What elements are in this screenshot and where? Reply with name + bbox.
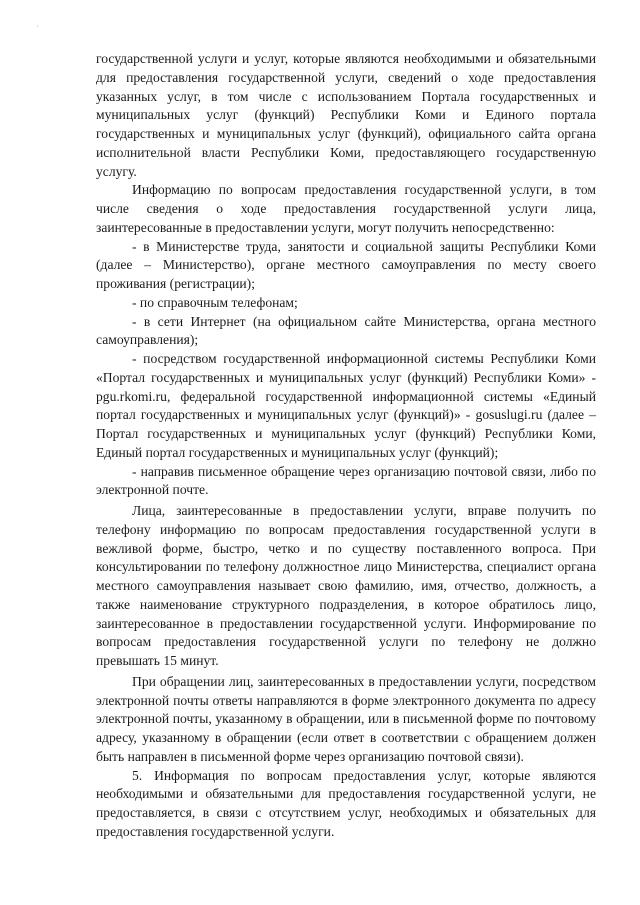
paragraph-info-sources: Информацию по вопросам предоставления государственной услуги, в том числе сведения о ходе предоставления государственной услуги лица, заинтересованные в предоставлении услуги, могут получить непосредственно: [96,182,596,235]
paragraph-section-5: 5. Информация по вопросам предоставления услуг, которые являются необходимыми и обязательными для предоставления государственной услуги, не предоставляется, в связи с отсутствием услуг, необходимых и обязательных для предоставления государственной услуги. [96,767,596,839]
list-item-internet: - в сети Интернет (на официальном сайте Министерства, органа местного самоуправления); [96,313,596,348]
paragraph-phone-consulting: Лица, заинтересованные в предоставлении услуги, вправе получить по телефону информацию по вопросам предоставления государственной услуги в вежливой форме, быстро, четко и по существу поставленного вопроса. При консультировании по телефону должностное лицо Министерства, специалист органа местного самоуправления называет свою фамилию, имя, отчество, должность, а также наименование структурного подразделения, в которое обратилось лицо, заинтересованное в предоставлении государственной услуги. Информирование по вопросам предоставления государственной услуги по телефону не должно превышать 15 минут. [96,503,596,668]
page-mark: · [36,22,39,31]
paragraph-email-requests: При обращении лиц, заинтересованных в предоставлении услуги, посредством электронной почты ответы направляются в форме электронного документа по адресу электронной почты, указанному в обращении, или в письменной форме по почтовому адресу, указанному в обращении (если ответ в соответствии с обращением должен быть направлен в письменной форме через организацию почтовой связи). [96,673,596,764]
document-body [96,50,596,842]
list-item-phones: - по справочным телефонам; [132,294,298,310]
list-item-written-request: - направив письменное обращение через организацию почтовой связи, либо по электронной почте. [96,463,596,498]
list-item-ministry: - в Министерстве труда, занятости и социальной защиты Республики Коми (далее – Министерство), органе местного самоуправления по месту своего проживания (регистрации); [96,238,596,291]
list-item-portals: - посредством государственной информационной системы Республики Коми «Портал государственных и муниципальных услуг (функций) Республики Коми» - pgu.rkomi.ru, федеральной государственной информационной системы «Единый портал государственных и муниципальных услуг (функций)» - gosuslugi.ru (далее – Портал государственных и муниципальных услуг (функций) Республики Коми, Единый портал государственных и муниципальных услуг (функций); [96,351,596,460]
paragraph-continuation: государственной услуги и услуг, которые являются необходимыми и обязательными для предоставления государственной услуги, сведений о ходе предоставления указанных услуг, в том числе с использованием Портала государственных и муниципальных услуг (функций) Республики Коми и Единого портала государственных и муниципальных услуг (функций), официального сайта органа исполнительной власти Республики Коми, предоставляющего государственную услугу. [96,51,596,179]
